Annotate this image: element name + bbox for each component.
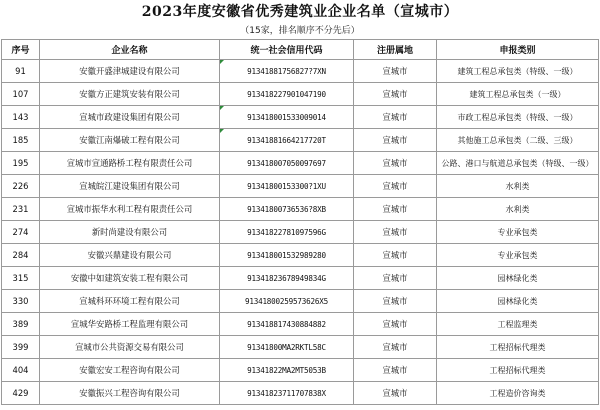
credit-code-cell: 91341823711707838X bbox=[220, 382, 354, 405]
region-cell: 宣城市 bbox=[354, 267, 437, 290]
category-cell: 工程招标代理类 bbox=[437, 359, 599, 382]
table-row bbox=[2, 267, 599, 290]
document-subtitle: （15家，排名顺序不分先后） bbox=[240, 26, 360, 36]
region-cell: 宣城市 bbox=[354, 129, 437, 152]
category-cell: 专业承包类 bbox=[437, 221, 599, 244]
company-name-cell: 新时尚建设有限公司 bbox=[40, 221, 220, 244]
company-name-cell: 宣城科环环境工程有限公司 bbox=[40, 290, 220, 313]
company-name-cell: 安徽兴鼎建设有限公司 bbox=[40, 244, 220, 267]
company-name-cell: 安徽方正建筑安装有限公司 bbox=[40, 83, 220, 106]
table-row bbox=[2, 175, 599, 198]
table-body bbox=[2, 60, 599, 405]
company-name-cell: 安徽开盛津城建设有限公司 bbox=[40, 60, 220, 83]
region-cell: 宣城市 bbox=[354, 198, 437, 221]
serial-cell: 330 bbox=[2, 290, 40, 313]
category-cell: 水利类 bbox=[437, 198, 599, 221]
company-name-cell: 安徽宏安工程咨询有限公司 bbox=[40, 359, 220, 382]
serial-cell: 315 bbox=[2, 267, 40, 290]
credit-code-cell: 91341800153300?1XU bbox=[220, 175, 354, 198]
serial-cell: 274 bbox=[2, 221, 40, 244]
credit-code-cell: 913418001533009014 bbox=[220, 106, 354, 129]
header-serial: 序号 bbox=[2, 40, 40, 60]
category-cell: 工程招标代理类 bbox=[437, 336, 599, 359]
header-company-name: 企业名称 bbox=[40, 40, 220, 60]
category-cell: 其他施工总承包类（二级、三级） bbox=[437, 129, 599, 152]
category-cell: 水利类 bbox=[437, 175, 599, 198]
company-name-cell: 宣城皖江建设集团有限公司 bbox=[40, 175, 220, 198]
credit-code-cell: 913418001532989280 bbox=[220, 244, 354, 267]
region-cell: 宣城市 bbox=[354, 359, 437, 382]
credit-code-cell: 91341881664217720T bbox=[220, 129, 354, 152]
table-row bbox=[2, 221, 599, 244]
credit-code-cell: 913418817430884882 bbox=[220, 313, 354, 336]
document-title: 2023年度安徽省优秀建筑业企业名单（宣城市） bbox=[141, 4, 459, 20]
serial-cell: 284 bbox=[2, 244, 40, 267]
serial-cell: 107 bbox=[2, 83, 40, 106]
header-region: 注册属地 bbox=[354, 40, 437, 60]
company-name-cell: 安徽中如建筑安装工程有限公司 bbox=[40, 267, 220, 290]
company-name-cell: 宣城华安路桥工程监理有限公司 bbox=[40, 313, 220, 336]
header-category: 申报类别 bbox=[437, 40, 599, 60]
region-cell: 宣城市 bbox=[354, 290, 437, 313]
table-row bbox=[2, 336, 599, 359]
table-row bbox=[2, 382, 599, 405]
region-cell: 宣城市 bbox=[354, 175, 437, 198]
company-name-cell: 安徽振兴工程咨询有限公司 bbox=[40, 382, 220, 405]
enterprise-table bbox=[1, 39, 599, 405]
credit-code-cell: 91341800MA2RKTL58C bbox=[220, 336, 354, 359]
credit-code-cell: 91341822781097596G bbox=[220, 221, 354, 244]
credit-code-cell: 913418007050097697 bbox=[220, 152, 354, 175]
table-header-row bbox=[2, 40, 599, 60]
region-cell: 宣城市 bbox=[354, 382, 437, 405]
table-row bbox=[2, 359, 599, 382]
credit-code-cell: 91341823678949834G bbox=[220, 267, 354, 290]
company-name-cell: 宣城市公共资源交易有限公司 bbox=[40, 336, 220, 359]
region-cell: 宣城市 bbox=[354, 106, 437, 129]
serial-cell: 399 bbox=[2, 336, 40, 359]
category-cell: 公路、港口与航道总承包类（特级、一级） bbox=[437, 152, 599, 175]
credit-code-cell: 91341822MA2MT5053B bbox=[220, 359, 354, 382]
table-row bbox=[2, 290, 599, 313]
table-row bbox=[2, 244, 599, 267]
region-cell: 宣城市 bbox=[354, 244, 437, 267]
region-cell: 宣城市 bbox=[354, 221, 437, 244]
table-row bbox=[2, 60, 599, 83]
region-cell: 宣城市 bbox=[354, 336, 437, 359]
table-row bbox=[2, 152, 599, 175]
serial-cell: 404 bbox=[2, 359, 40, 382]
category-cell: 市政工程总承包类（特级、一级） bbox=[437, 106, 599, 129]
serial-cell: 185 bbox=[2, 129, 40, 152]
credit-code-cell: 91341800259573626X5 bbox=[220, 290, 354, 313]
serial-cell: 231 bbox=[2, 198, 40, 221]
company-name-cell: 安徽江南爆破工程有限公司 bbox=[40, 129, 220, 152]
company-name-cell: 宣城市政建设集团有限公司 bbox=[40, 106, 220, 129]
serial-cell: 429 bbox=[2, 382, 40, 405]
table-row bbox=[2, 83, 599, 106]
category-cell: 园林绿化类 bbox=[437, 290, 599, 313]
credit-code-cell: 913418227901047190 bbox=[220, 83, 354, 106]
serial-cell: 389 bbox=[2, 313, 40, 336]
credit-code-cell: 91341881756827?7XN bbox=[220, 60, 354, 83]
serial-cell: 195 bbox=[2, 152, 40, 175]
category-cell: 工程监理类 bbox=[437, 313, 599, 336]
region-cell: 宣城市 bbox=[354, 60, 437, 83]
serial-cell: 91 bbox=[2, 60, 40, 83]
company-name-cell: 宣城市振华水利工程有限责任公司 bbox=[40, 198, 220, 221]
region-cell: 宣城市 bbox=[354, 152, 437, 175]
region-cell: 宣城市 bbox=[354, 313, 437, 336]
serial-cell: 226 bbox=[2, 175, 40, 198]
company-name-cell: 宣城市宣通路桥工程有限责任公司 bbox=[40, 152, 220, 175]
credit-code-cell: 91341800736536?8XB bbox=[220, 198, 354, 221]
header-credit-code: 统一社会信用代码 bbox=[220, 40, 354, 60]
table-row bbox=[2, 198, 599, 221]
category-cell: 园林绿化类 bbox=[437, 267, 599, 290]
category-cell: 专业承包类 bbox=[437, 244, 599, 267]
region-cell: 宣城市 bbox=[354, 83, 437, 106]
table-row bbox=[2, 313, 599, 336]
category-cell: 建筑工程总承包类（一级） bbox=[437, 83, 599, 106]
table-row bbox=[2, 106, 599, 129]
category-cell: 建筑工程总承包类（特级、一级） bbox=[437, 60, 599, 83]
serial-cell: 143 bbox=[2, 106, 40, 129]
table-row bbox=[2, 129, 599, 152]
category-cell: 工程造价咨询类 bbox=[437, 382, 599, 405]
